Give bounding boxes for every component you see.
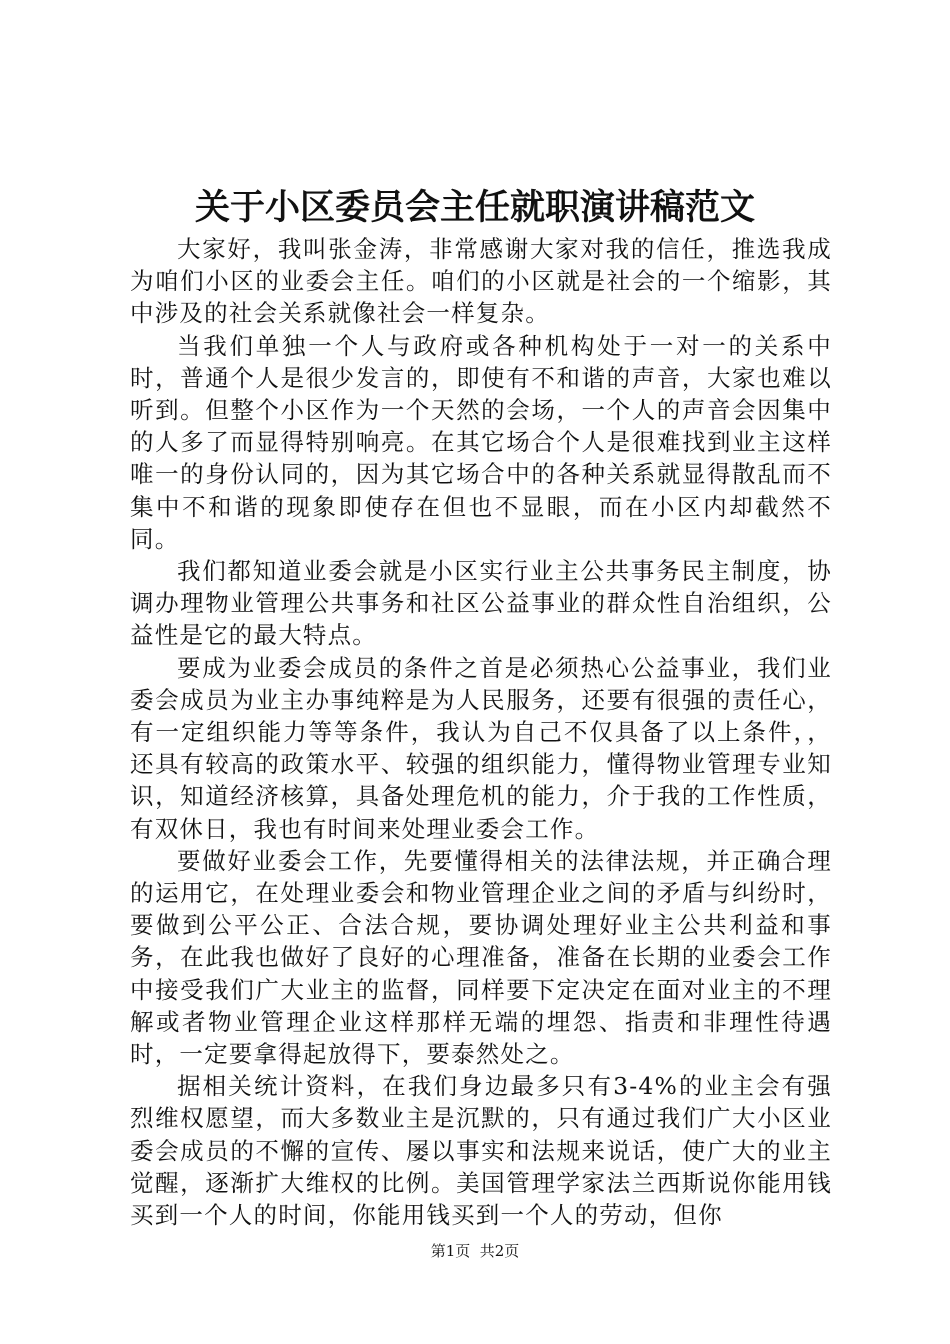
paragraph: 大家好，我叫张金涛，非常感谢大家对我的信任，推选我成为咱们小区的业委会主任。咱们的小区就是社会的一个缩影，其中涉及的社会关系就像社会一样复杂。 — [130, 235, 832, 328]
page-footer — [0, 1240, 950, 1262]
document-title: 关于小区委员会主任就职演讲稿范文 — [194, 187, 755, 228]
paragraph: 我们都知道业委会就是小区实行业主公共事务民主制度，协调办理物业管理公共事务和社区公益事业的群众性自治组织，公益性是它的最大特点。 — [130, 557, 832, 650]
page-number: 第1页 共2页 — [430, 1242, 520, 1260]
paragraph: 当我们单独一个人与政府或各种机构处于一对一的关系中时，普通个人是很少发言的，即使有不和谐的声音，大家也难以听到。但整个小区作为一个天然的会场，一个人的声音会因集中的人多了而显得特别响亮。在其它场合个人是很难找到业主这样唯一的身份认同的，因为其它场合中的各种关系就显得散乱而不集中不和谐的现象即使存在但也不显眼，而在小区内却截然不同。 — [130, 331, 832, 553]
paragraph: 据相关统计资料，在我们身边最多只有3-4%的业主会有强烈维权愿望，而大多数业主是沉默的，只有通过我们广大小区业委会成员的不懈的宣传、屡以事实和法规来说话，使广大的业主觉醒，逐渐扩大维权的比例。美国管理学家法兰西斯说你能用钱买到一个人的时间，你能用钱买到一个人的劳动，但你 — [130, 1072, 832, 1230]
paragraph: 要做好业委会工作，先要懂得相关的法律法规，并正确合理的运用它，在处理业委会和物业管理企业之间的矛盾与纠纷时，要做到公平公正、合法合规，要协调处理好业主公共利益和事务，在此我也做好了良好的心理准备，准备在长期的业委会工作中接受我们广大业主的监督，同样要下定决定在面对业主的不理解或者物业管理企业这样那样无端的埋怨、指责和非理性待遇时，一定要拿得起放得下，要泰然处之。 — [130, 846, 832, 1069]
document-body — [130, 233, 832, 1231]
paragraph: 要成为业委会成员的条件之首是必须热心公益事业，我们业委会成员为业主办事纯粹是为人民服务，还要有很强的责任心，有一定组织能力等等条件，我认为自己不仅具备了以上条件，，还具有较高的政策水平、较强的组织能力，懂得物业管理专业知识，知道经济核算，具备处理危机的能力，介于我的工作性质，有双休日，我也有时间来处理业委会工作。 — [130, 653, 832, 843]
